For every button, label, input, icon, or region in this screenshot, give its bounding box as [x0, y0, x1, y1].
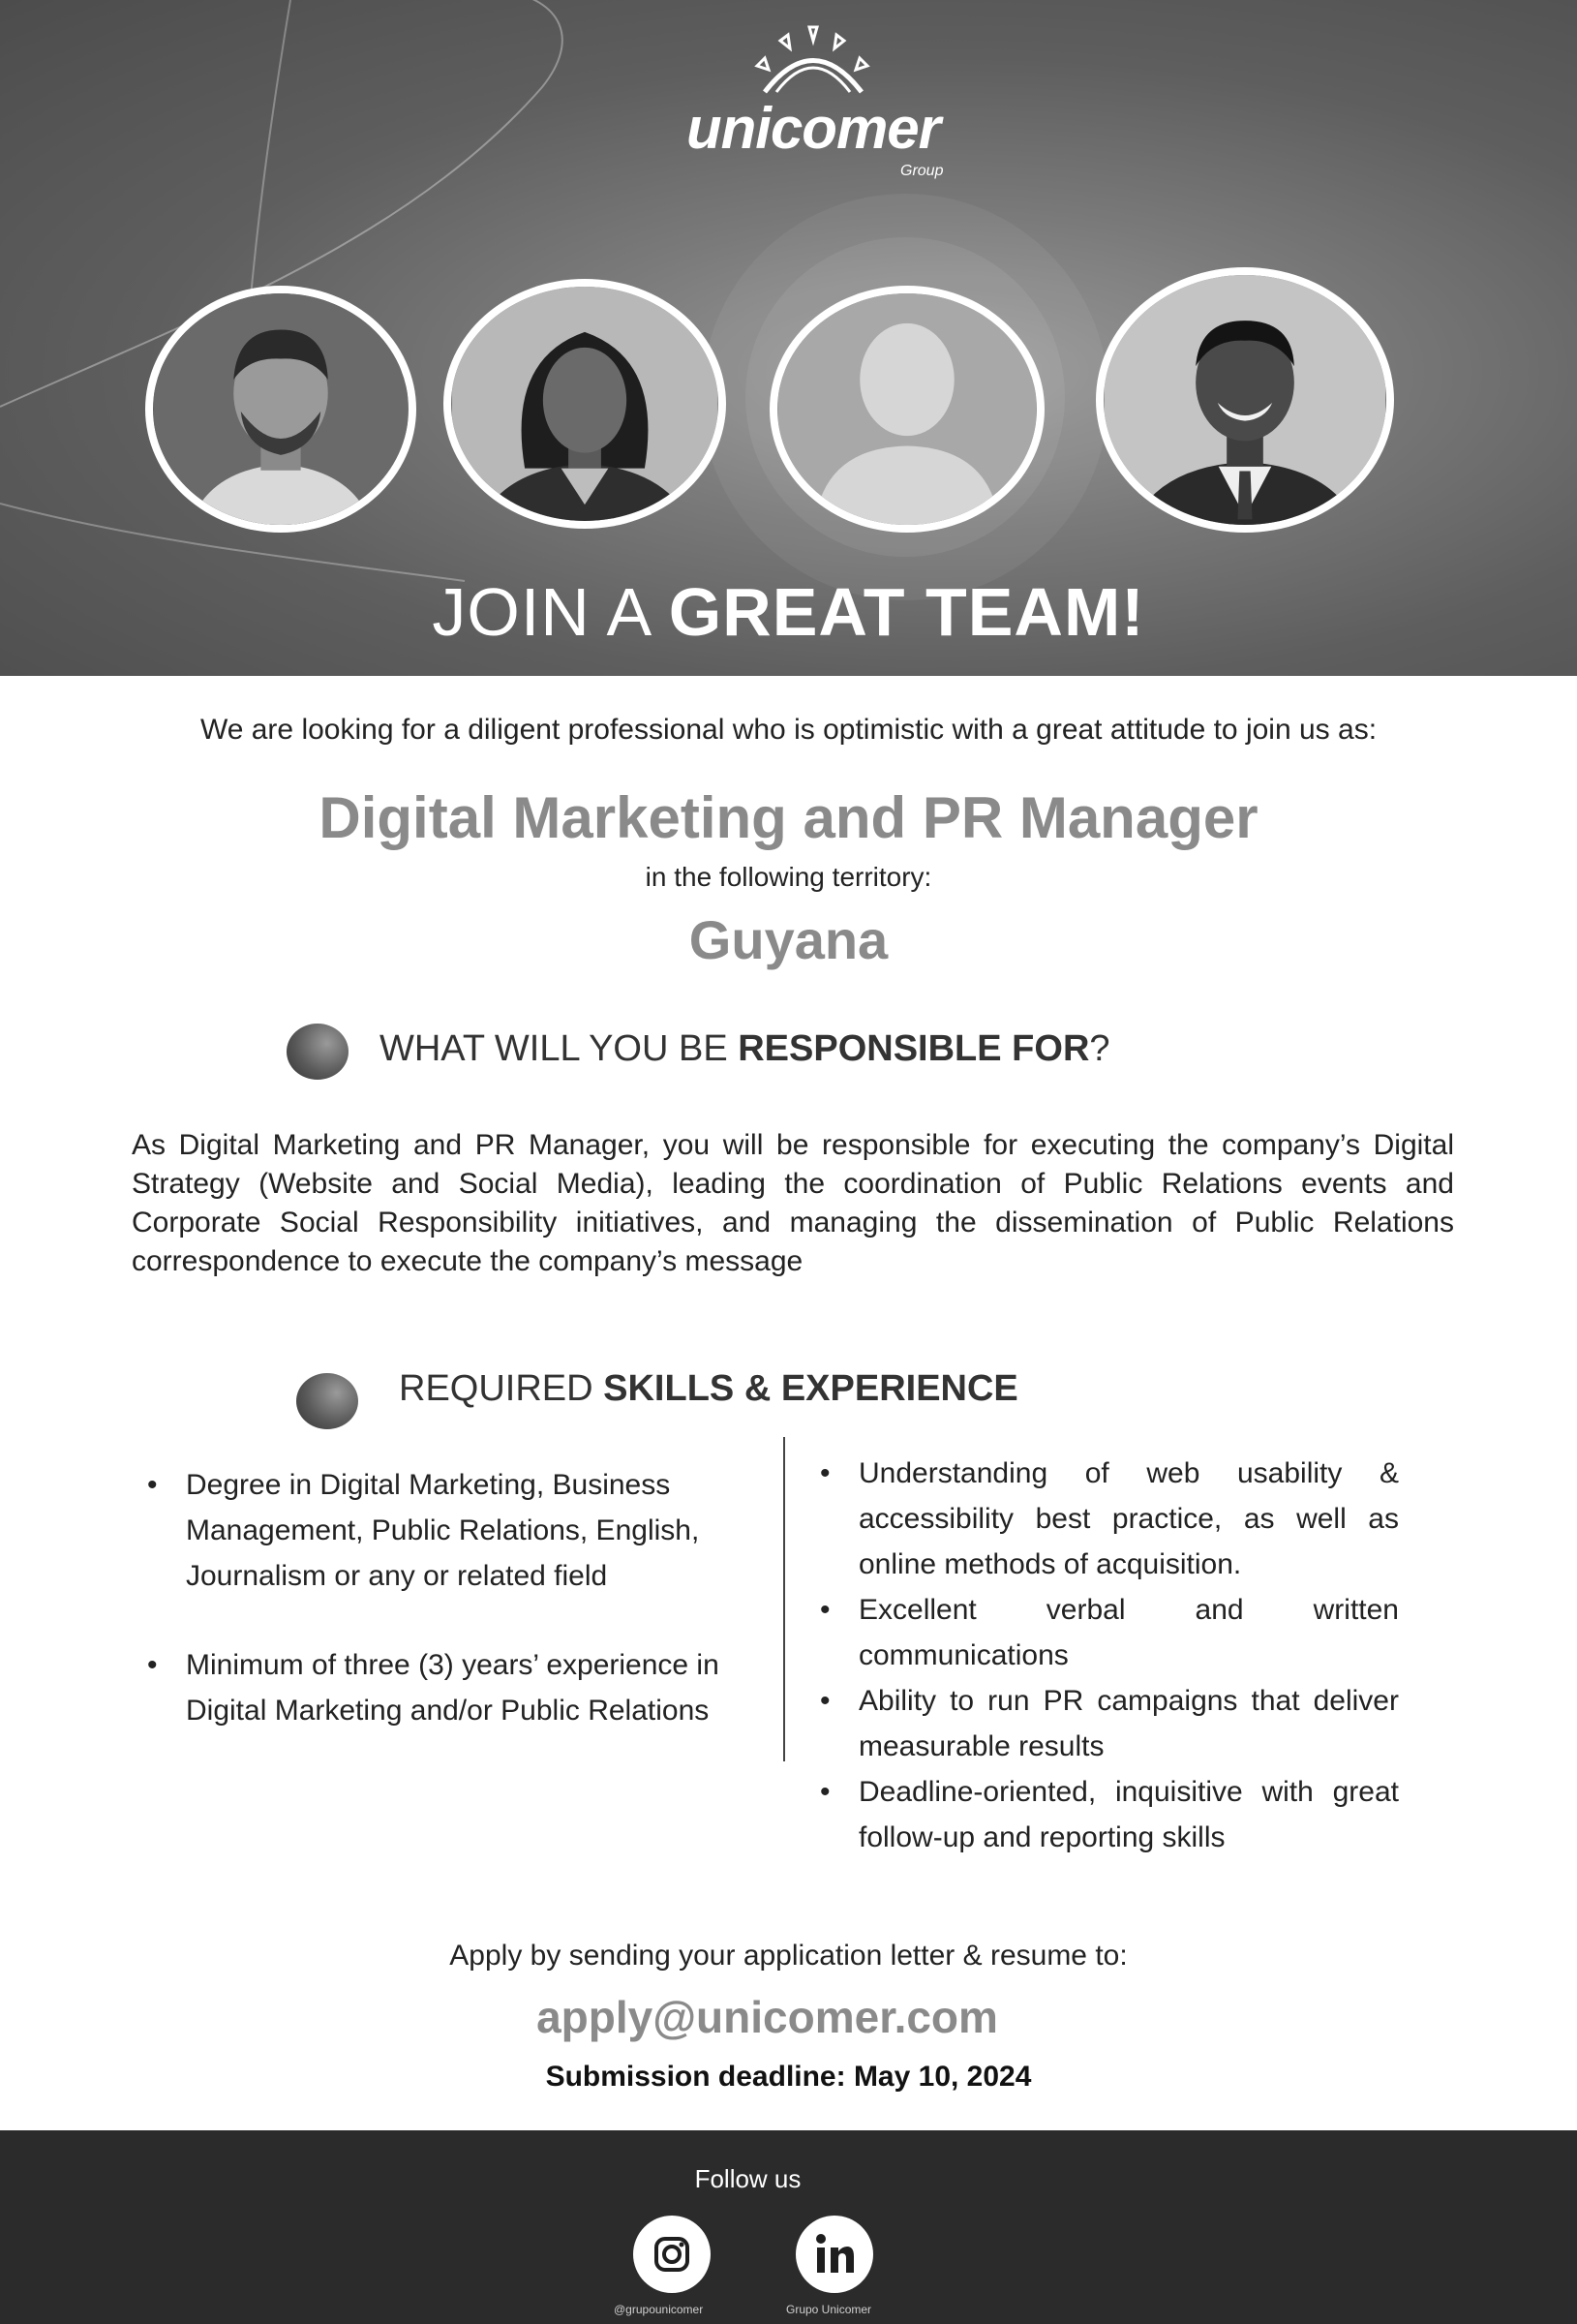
skills-heading — [399, 1368, 1018, 1410]
person-photo — [1104, 275, 1386, 525]
territory: Guyana — [688, 909, 889, 970]
brand-name: unicomer — [685, 96, 941, 161]
portrait-smiling-man — [1096, 267, 1394, 533]
heading-light: REQUIRED — [399, 1368, 604, 1409]
hero-title-bold: GREAT TEAM! — [668, 574, 1145, 650]
footer — [0, 2130, 1577, 2324]
skill-item: • Deadline-oriented, inquisitive with great follow-up and reporting skills — [816, 1769, 1399, 1860]
skills-left-column — [143, 1462, 753, 1777]
follow-us-label: Follow us — [694, 2164, 802, 2193]
responsibilities-text: As Digital Marketing and PR Manager, you will be responsible for executing the company’s Digital Strategy (Website and Social Media), leading the coordination of Public Relations events and Corporate Social Responsibility initiatives, and managing the dissemination of Public Relations correspondence to execute the company’s message — [132, 1129, 1454, 1277]
skill-item: • Understanding of web usability & accessibility best practice, as well as online methods of acquisition. — [816, 1451, 1399, 1587]
user-silhouette-icon — [777, 293, 1037, 525]
hero-banner — [0, 0, 1577, 676]
skill-item: • Excellent verbal and written communications — [816, 1587, 1399, 1678]
heading-light: WHAT WILL YOU BE — [379, 1028, 739, 1069]
instagram-icon[interactable] — [633, 2216, 711, 2293]
linkedin-handle: Grupo Unicomer — [786, 2303, 872, 2316]
section-bullet-icon — [287, 1024, 349, 1080]
column-divider — [783, 1437, 785, 1761]
heading-bold: RESPONSIBLE FOR — [738, 1028, 1090, 1069]
portrait-man-beard — [145, 286, 416, 533]
heading-bold: SKILLS & EXPERIENCE — [603, 1368, 1018, 1409]
intro-text: We are looking for a diligent professional who is optimistic with a great attitude to join us as: — [199, 714, 1378, 746]
hero-title — [0, 573, 1577, 651]
apply-email-link[interactable]: apply@unicomer.com — [536, 1992, 998, 2042]
sun-arc-icon — [736, 19, 891, 97]
section-bullet-icon — [296, 1373, 358, 1429]
job-title: Digital Marketing and PR Manager — [318, 785, 1259, 850]
instagram-handle: @grupounicomer — [614, 2303, 704, 2316]
portrait-placeholder — [770, 286, 1045, 533]
submission-deadline: Submission deadline: May 10, 2024 — [545, 2061, 1032, 2093]
hero-title-light: JOIN A — [432, 574, 669, 650]
linkedin-icon[interactable] — [796, 2216, 873, 2293]
responsibilities-heading — [379, 1028, 1110, 1070]
skills-right-column — [816, 1451, 1399, 1860]
unicomer-logo — [658, 19, 968, 179]
heading-end: ? — [1089, 1028, 1110, 1069]
territory-label: in the following territory: — [645, 862, 932, 892]
person-photo — [153, 293, 409, 525]
person-photo — [451, 287, 718, 521]
brand-sub: Group — [900, 163, 944, 179]
portrait-woman — [443, 279, 726, 529]
skill-item: • Ability to run PR campaigns that deliver measurable results — [816, 1678, 1399, 1769]
skill-item: • Degree in Digital Marketing, Business Management, Public Relations, English, Journalism or any or related field — [143, 1462, 753, 1599]
apply-label: Apply by sending your application letter & resume to: — [449, 1940, 1128, 1972]
skill-item: • Minimum of three (3) years’ experience in Digital Marketing and/or Public Relations — [143, 1642, 753, 1733]
